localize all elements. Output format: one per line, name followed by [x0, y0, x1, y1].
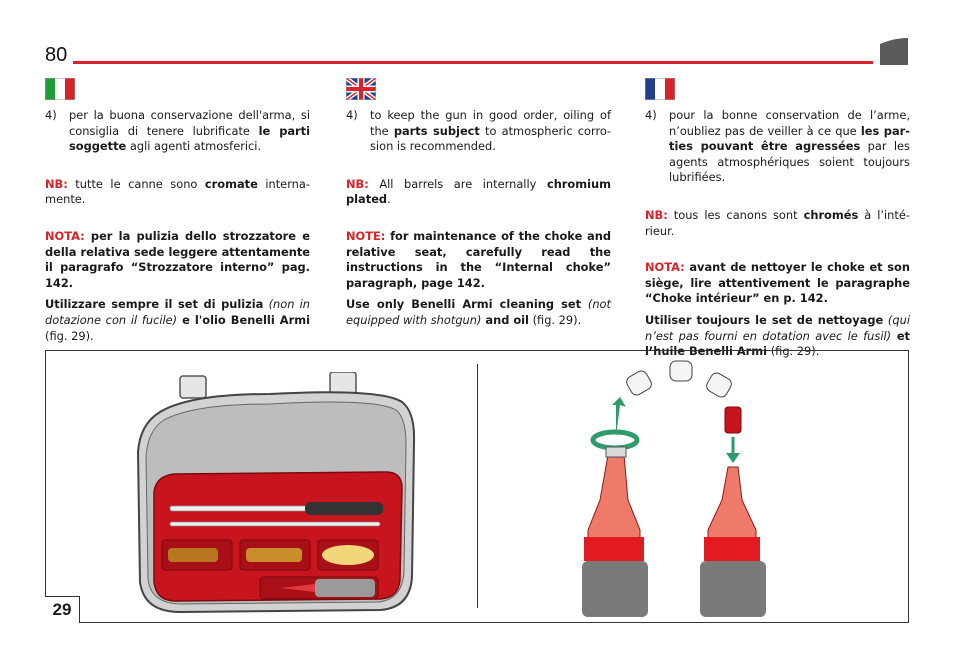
maintenance-instruction: 4) to keep the gun in good order, oiling of the parts subject to atmospheric corrosion is recommended. [346, 108, 611, 154]
item-number: 4) [346, 108, 358, 122]
figure-divider [477, 364, 478, 608]
cleaning-set-instruction: Utiliser toujours le set de nettoyage (qui n’est pas fourni en dotation avec le fusil) et l’huile Benelli Armi (fig. 29). [645, 312, 910, 359]
page-number: 80 [45, 44, 68, 66]
french-column [645, 78, 910, 366]
maintenance-instruction: 4) pour la bonne conservation de l’arme, n’oubliez pas de veiller à ce que les parties pouvant être agressées par les agents atmosphériques soient toujours lubrifiées. [645, 108, 910, 185]
cleaning-kit-case-illustration [130, 372, 420, 622]
nota-note: NOTA: per la pulizia dello strozzatore e della relativa sede leggere attentamente il paragrafo “Strozzatore interno” pag. 142. [45, 228, 310, 290]
nb-note: NB: All barrels are internally chromium plated. [346, 176, 611, 207]
cleaning-set-instruction: Use only Benelli Armi cleaning set (not equipped with shotgun) and oil (fig. 29). [346, 297, 611, 327]
uk-flag-icon [346, 78, 376, 100]
header-rule [73, 61, 873, 64]
italian-column [45, 78, 310, 350]
figure-number: 29 [45, 596, 80, 623]
italy-flag-icon [45, 78, 75, 100]
note-note: NOTE: for maintenance of the choke and relative seat, carefully read the instructions in the “Internal choke” paragraph, page 142. [346, 228, 611, 290]
section-tab-icon [880, 38, 908, 65]
cleaning-set-instruction: Utilizzare sempre il set di pulizia (non in dotazione con il fucile) e l'olio Benelli Armi (fig. 29). [45, 297, 310, 343]
nota-note: NOTA: avant de nettoyer le choke et son siège, lire attentivement le paragraphe “Choke intérieur” en p. 142. [645, 260, 910, 306]
maintenance-instruction: 4) per la buona conservazione dell'arma, si consiglia di tenere lubrificate le parti soggette agli agenti atmosferici. [45, 108, 311, 154]
choke-oiling-illustration [580, 355, 780, 617]
item-number: 4) [45, 108, 57, 122]
nb-note: NB: tutte le canne sono cromate internamente. [45, 176, 310, 207]
france-flag-icon [645, 78, 675, 100]
nb-note: NB: tous les canons sont chromés à l’intérieur. [645, 207, 910, 238]
english-column [346, 78, 611, 335]
item-number: 4) [645, 108, 657, 122]
